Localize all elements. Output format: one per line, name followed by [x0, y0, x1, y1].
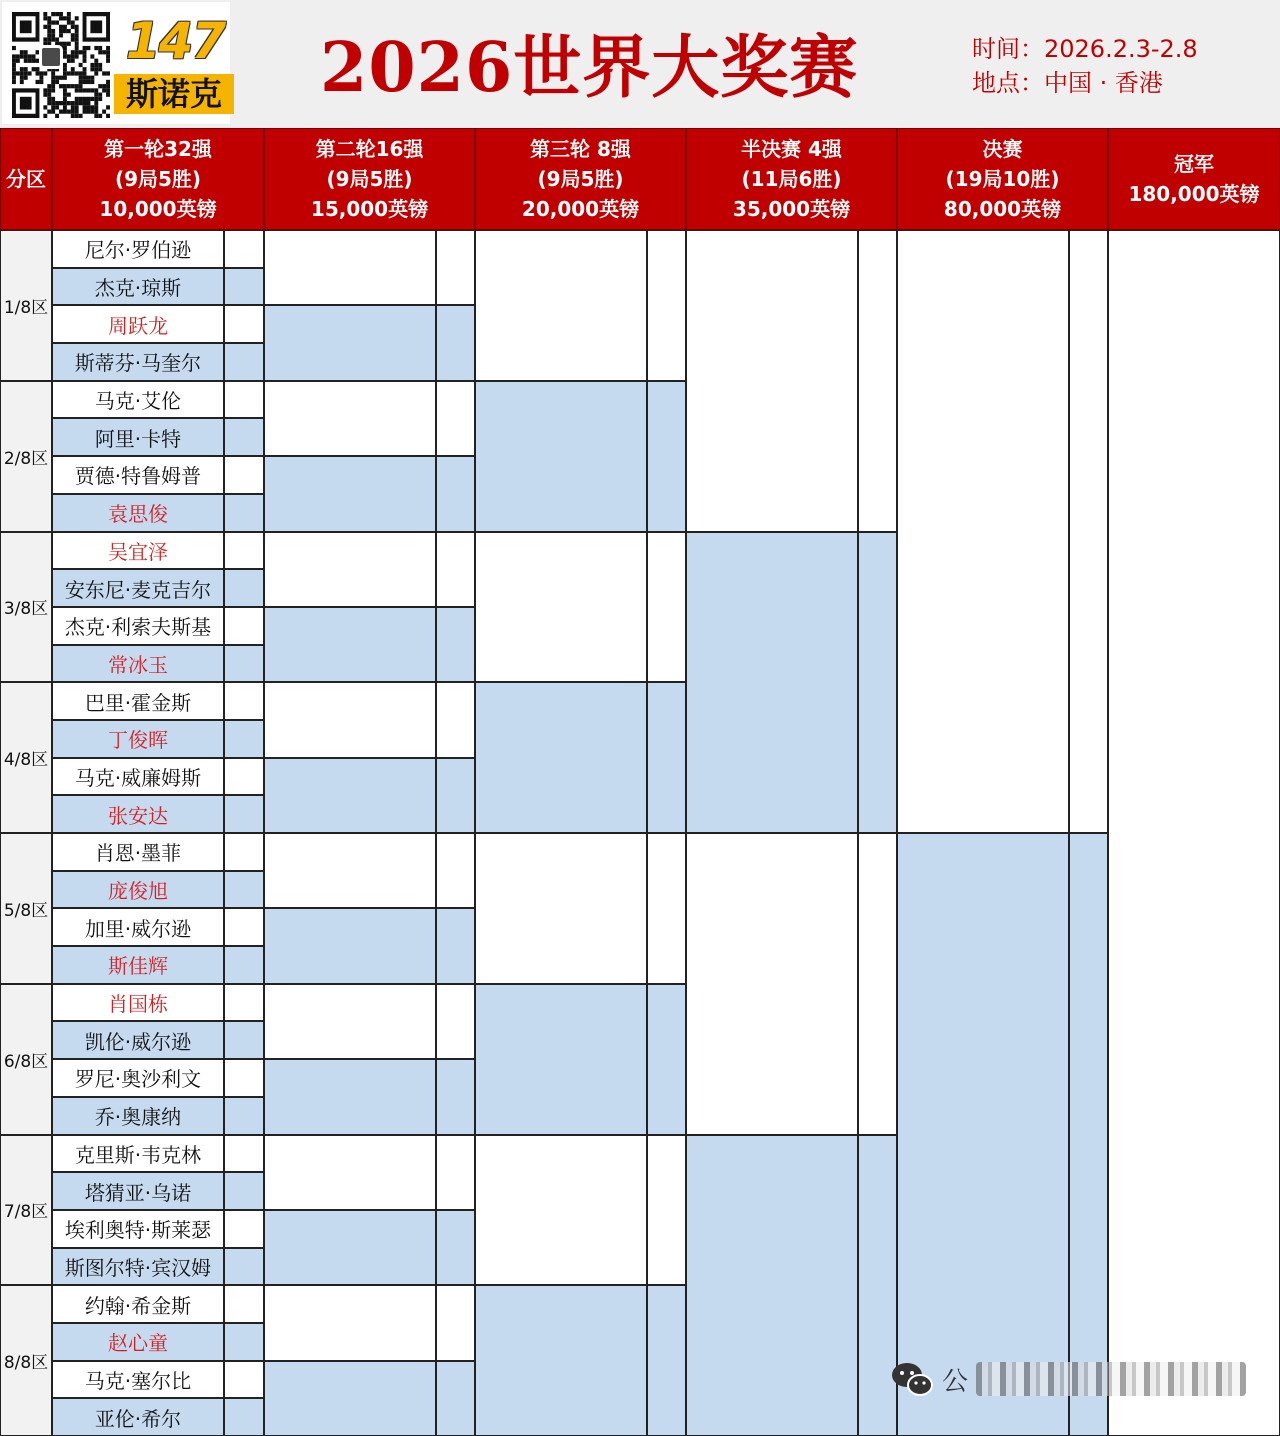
r2-name-slot	[264, 456, 436, 531]
player-name: 加里·威尔逊	[52, 908, 224, 946]
player-name: 安东尼·麦克吉尔	[52, 569, 224, 607]
player-name: 马克·威廉姆斯	[52, 758, 224, 796]
score-cell	[224, 984, 264, 1022]
r3-name-slot	[475, 1135, 647, 1286]
player-name: 罗尼·奥沙利文	[52, 1059, 224, 1097]
sf-name-slot	[686, 230, 858, 532]
player-name: 丁俊晖	[52, 720, 224, 758]
r2-score-slot	[436, 833, 475, 908]
player-name: 约翰·希金斯	[52, 1285, 224, 1323]
score-cell	[224, 1097, 264, 1135]
score-cell	[224, 343, 264, 381]
player-name: 塔猜亚·乌诺	[52, 1172, 224, 1210]
score-cell	[224, 305, 264, 343]
score-cell	[224, 795, 264, 833]
sf-name-slot	[686, 532, 858, 834]
player-name: 袁思俊	[52, 494, 224, 532]
score-cell	[224, 871, 264, 909]
score-cell	[224, 1021, 264, 1059]
round3-title: 第三轮 8强	[530, 137, 631, 161]
column-header-final	[897, 128, 1108, 230]
round1-prize: 10,000英镑	[99, 197, 217, 221]
column-header-round3	[475, 128, 686, 230]
r2-name-slot	[264, 1361, 436, 1436]
score-cell	[224, 946, 264, 984]
column-header-region	[0, 128, 52, 230]
watermark-blurred-name	[976, 1362, 1246, 1396]
score-cell	[224, 456, 264, 494]
r2-score-slot	[436, 607, 475, 682]
score-cell	[224, 1172, 264, 1210]
region-label: 3/8区	[0, 532, 52, 683]
r2-score-slot	[436, 1361, 475, 1436]
player-name: 尼尔·罗伯逊	[52, 230, 224, 268]
score-cell	[224, 418, 264, 456]
round1-title: 第一轮32强	[104, 137, 212, 161]
score-cell	[224, 1059, 264, 1097]
r3-name-slot	[475, 532, 647, 683]
score-cell	[224, 645, 264, 683]
player-name: 张安达	[52, 795, 224, 833]
score-cell	[224, 1210, 264, 1248]
r2-score-slot	[436, 1210, 475, 1285]
region-label: 6/8区	[0, 984, 52, 1135]
round2-format: (9局5胜)	[326, 167, 413, 191]
region-label: 1/8区	[0, 230, 52, 381]
r2-name-slot	[264, 833, 436, 908]
column-header-round2	[264, 128, 475, 230]
r2-score-slot	[436, 908, 475, 983]
r3-name-slot	[475, 381, 647, 532]
score-cell	[224, 833, 264, 871]
page-title: 2026世界大奖赛	[320, 28, 859, 108]
player-name: 亚伦·希尔	[52, 1398, 224, 1436]
player-name: 周跃龙	[52, 305, 224, 343]
r2-name-slot	[264, 532, 436, 607]
column-header-round1	[52, 128, 264, 230]
player-name: 乔·奥康纳	[52, 1097, 224, 1135]
f-score-slot	[1069, 230, 1108, 833]
r3-score-slot	[647, 230, 686, 381]
player-name: 克里斯·韦克林	[52, 1135, 224, 1173]
score-cell	[224, 758, 264, 796]
header	[0, 0, 1280, 128]
r2-name-slot	[264, 908, 436, 983]
region-label: 2/8区	[0, 381, 52, 532]
score-cell	[224, 532, 264, 570]
r3-score-slot	[647, 833, 686, 984]
r2-name-slot	[264, 381, 436, 456]
round1-format: (9局5胜)	[114, 167, 202, 191]
round2-title: 第二轮16强	[315, 137, 424, 161]
player-name: 吴宜泽	[52, 532, 224, 570]
logo-name: 斯诺克	[114, 74, 234, 114]
score-cell	[224, 494, 264, 532]
f-name-slot	[897, 833, 1069, 1436]
r2-name-slot	[264, 607, 436, 682]
champion-slot	[1108, 230, 1280, 1436]
semifinal-format: (11局6胜)	[741, 167, 842, 191]
r3-score-slot	[647, 381, 686, 532]
r3-score-slot	[647, 682, 686, 833]
r2-score-slot	[436, 1059, 475, 1134]
final-prize: 80,000英镑	[943, 197, 1062, 221]
score-cell	[224, 1135, 264, 1173]
round3-prize: 20,000英镑	[521, 197, 640, 221]
r3-name-slot	[475, 1285, 647, 1436]
r2-name-slot	[264, 682, 436, 757]
r3-score-slot	[647, 1135, 686, 1286]
r2-name-slot	[264, 1135, 436, 1210]
player-name: 杰克·利索夫斯基	[52, 607, 224, 645]
round3-format: (9局5胜)	[537, 167, 624, 191]
score-cell	[224, 607, 264, 645]
sf-name-slot	[686, 833, 858, 1135]
semifinal-title: 半决赛 4强	[741, 137, 842, 161]
region-label: 7/8区	[0, 1135, 52, 1286]
player-name: 常冰玉	[52, 645, 224, 683]
semifinal-prize: 35,000英镑	[732, 197, 851, 221]
event-time: 时间：2026.2.3-2.8	[972, 35, 1198, 63]
player-name: 庞俊旭	[52, 871, 224, 909]
score-cell	[224, 908, 264, 946]
r3-score-slot	[647, 984, 686, 1135]
score-cell	[224, 682, 264, 720]
champion-prize: 180,000英镑	[1128, 182, 1260, 206]
score-cell	[224, 1323, 264, 1361]
r3-name-slot	[475, 682, 647, 833]
r3-name-slot	[475, 230, 647, 381]
qr-center-icon	[39, 45, 63, 69]
region-label: 4/8区	[0, 682, 52, 833]
score-cell	[224, 230, 264, 268]
r2-score-slot	[436, 1135, 475, 1210]
player-name: 巴里·霍金斯	[52, 682, 224, 720]
r2-score-slot	[436, 532, 475, 607]
player-name: 马克·塞尔比	[52, 1361, 224, 1399]
region-label: 5/8区	[0, 833, 52, 984]
r3-score-slot	[647, 532, 686, 683]
champion-title: 冠军	[1174, 152, 1214, 176]
r2-score-slot	[436, 682, 475, 757]
r2-name-slot	[264, 305, 436, 380]
player-name: 杰克·琼斯	[52, 268, 224, 306]
logo-number: 147	[125, 12, 225, 70]
sf-name-slot	[686, 1135, 858, 1436]
r2-name-slot	[264, 1210, 436, 1285]
player-name: 斯蒂芬·马奎尔	[52, 343, 224, 381]
r3-name-slot	[475, 984, 647, 1135]
wechat-icon	[890, 1360, 934, 1398]
player-name: 贾德·特鲁姆普	[52, 456, 224, 494]
r2-score-slot	[436, 984, 475, 1059]
watermark-text: 公	[942, 1366, 969, 1397]
column-header-champion	[1108, 128, 1280, 230]
f-name-slot	[897, 230, 1069, 833]
player-name: 肖恩·墨菲	[52, 833, 224, 871]
r2-name-slot	[264, 1059, 436, 1134]
column-header-semifinal	[686, 128, 897, 230]
score-cell	[224, 1248, 264, 1286]
r2-score-slot	[436, 456, 475, 531]
final-format: (19局10胜)	[945, 167, 1060, 191]
watermark	[890, 1356, 1260, 1402]
final-title: 决赛	[982, 137, 1023, 161]
r3-name-slot	[475, 833, 647, 984]
r2-name-slot	[264, 230, 436, 305]
bracket-table	[0, 128, 1280, 1436]
player-name: 斯佳辉	[52, 946, 224, 984]
score-cell	[224, 569, 264, 607]
logo	[2, 2, 230, 124]
r2-score-slot	[436, 305, 475, 380]
player-name: 马克·艾伦	[52, 381, 224, 419]
r2-score-slot	[436, 1285, 475, 1360]
score-cell	[224, 1285, 264, 1323]
player-name: 肖国栋	[52, 984, 224, 1022]
score-cell	[224, 381, 264, 419]
player-name: 凯伦·威尔逊	[52, 1021, 224, 1059]
r2-name-slot	[264, 984, 436, 1059]
r2-score-slot	[436, 381, 475, 456]
event-place: 地点：中国 · 香港	[972, 69, 1163, 97]
region-label: 8/8区	[0, 1285, 52, 1436]
sf-score-slot	[858, 230, 897, 532]
player-name: 赵心童	[52, 1323, 224, 1361]
player-name: 斯图尔特·宾汉姆	[52, 1248, 224, 1286]
sf-score-slot	[858, 833, 897, 1135]
r2-name-slot	[264, 1285, 436, 1360]
score-cell	[224, 1361, 264, 1399]
score-cell	[224, 268, 264, 306]
player-name: 埃利奥特·斯莱瑟	[52, 1210, 224, 1248]
f-score-slot	[1069, 833, 1108, 1436]
score-cell	[224, 1398, 264, 1436]
round2-prize: 15,000英镑	[310, 197, 429, 221]
r3-score-slot	[647, 1285, 686, 1436]
player-name: 阿里·卡特	[52, 418, 224, 456]
score-cell	[224, 720, 264, 758]
column-header-region-label: 分区	[6, 167, 46, 191]
r2-score-slot	[436, 230, 475, 305]
sf-score-slot	[858, 532, 897, 834]
r2-name-slot	[264, 758, 436, 833]
r2-score-slot	[436, 758, 475, 833]
